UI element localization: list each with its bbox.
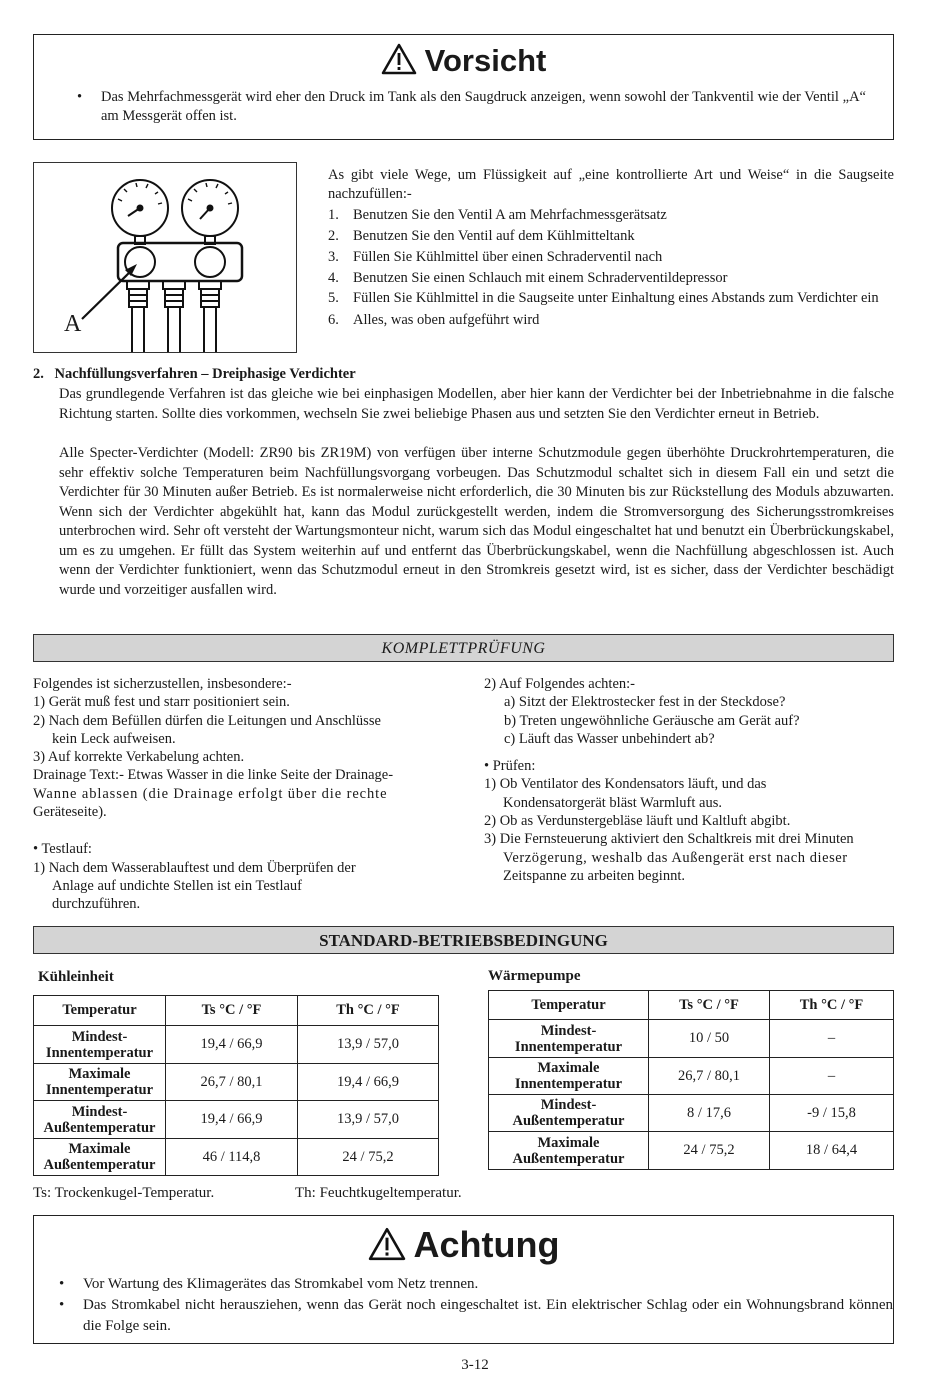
komplett-left-column [33,675,445,914]
table-row [34,1026,439,1064]
waerme-title: Wärmepumpe [488,968,581,984]
cell-th: – [770,1020,894,1058]
bullet: • [59,1276,65,1292]
kuehl-title: Kühleinheit [38,969,114,985]
refill-intro: As gibt viele Wege, um Flüssigkeit auf „eine kontrollierte Art und Weise“ in die Saugseite nachzufüllen:- [328,167,894,202]
section2-heading [33,365,356,384]
bullet: • [77,89,83,105]
vorsicht-title: Vorsicht [424,43,547,78]
column-header: Th °C / °F [770,991,894,1020]
row-label: Maximale Außentemperatur [34,1139,166,1176]
list-item: 2) Auf Folgendes achten:- [484,676,636,692]
row-label: Mindest- Innentemperatur [34,1026,166,1064]
list-item: Zeitspanne zu arbeiten beginnt. [503,867,685,884]
list-item: kein Leck aufweisen. [52,730,176,747]
list-item: b) Treten ungewöhnliche Geräusche am Gerät auf? [504,712,800,729]
komplett-title: KOMPLETTPRÜFUNG [381,640,546,657]
column-header: Th °C / °F [298,996,439,1026]
table-row [489,1058,894,1095]
list-item: 4. Benutzen Sie einen Schlauch mit einem Schraderventildepressor [328,270,728,286]
achtung-box [33,1215,894,1344]
column-header: Ts °C / °F [166,996,298,1026]
cell-th: 24 / 75,2 [298,1139,439,1176]
page-number: 3-12 [461,1357,489,1373]
list-item: Anlage auf undichte Stellen ist ein Testlauf [52,877,302,894]
row-label: Mindest- Innentemperatur [489,1020,649,1058]
vorsicht-item-text: Das Mehrfachmessgerät wird eher den Druck im Tank als den Saugdruck anzeigen, wenn sowohl der Tankventil wie der Ventil „A“ am Messgerät offen ist. [101,89,866,124]
list-item: Wanne ablassen (die Drainage erfolgt über die rechte [33,785,388,802]
list-item: 3) Auf korrekte Verkabelung achten. [33,749,245,766]
list-item: • Prüfen: [484,758,536,775]
row-label: Maximale Außentemperatur [489,1132,649,1170]
achtung-item-text: Das Stromkabel nicht herausziehen, wenn das Gerät noch eingeschaltet ist. Ein elektrischer Schlag oder ein Wohnungsbrand können die Folge sein. [83,1297,893,1334]
standard-title: STANDARD-BETRIEBSBEDINGUNG [319,931,608,950]
list-item: 2) Ob as Verdunstergebläse läuft und Kaltluft abgibt. [484,813,791,830]
section2-number: 2. [33,366,44,382]
cell-ts: 19,4 / 66,9 [166,1026,298,1064]
list-item: durchzuführen. [52,896,141,913]
cell-ts: 26,7 / 80,1 [166,1064,298,1101]
cell-ts: 8 / 17,6 [649,1095,770,1132]
komplett-section-header [33,634,894,662]
row-label: Maximale Innentemperatur [34,1064,166,1101]
list-item: 2) Nach dem Befüllen dürfen die Leitungen und Anschlüsse [33,712,381,729]
cell-th: 13,9 / 57,0 [298,1026,439,1064]
manifold-figure [33,162,297,353]
bullet: • [59,1297,65,1313]
cell-ts: 19,4 / 66,9 [166,1101,298,1139]
cell-ts: 10 / 50 [649,1020,770,1058]
cell-th: 19,4 / 66,9 [298,1064,439,1101]
table-row [34,1139,439,1176]
refill-list [328,205,894,331]
section2-paragraph-2: Alle Specter-Verdichter (Modell: ZR90 bis ZR19M) von verfügen über interne Schutzmodule gegen überhöhte Druckrohrtemperaturen, die sehr effektiv solche Temperaturen beim Nachfüllungsvorgang vorbeugen. Das Schutzmodul schaltet sich in diesem Fall ein und setzt die Verdichter für 30 Minuten außer Betrieb. Es ist normalerweise nicht erforderlich, die 30 Minuten bis zur Rückstellung des Moduls abzuwarten. Wenn sich der Verdichter abgekühlt hat, kann das Modul zurückgestellt werden, indem die Stromversorgung des Sicherungsstromkreises unterbrochen wird. Sehr oft versteht der Wartungsmonteur nicht, warum sich das Modul eingeschaltet hat und benutzt ein Überbrückungskabel, um es zu umgehen. Er füllt das System weiterhin auf und entfernt das Überbrückungskabel, wenn die Nachfüllung abgeschlossen ist. Auch wenn der Verdichter funktioniert, wenn das Schutzmodul erneut in den Stromkreis gesetzt wird, ist es sicher, dass der Verdichter beschädigt wurde und vorzeitiger ausfallen wird. [59,445,894,598]
warning-triangle-icon [368,1227,406,1261]
table-row [34,1064,439,1101]
column-header: Ts °C / °F [649,991,770,1020]
table-row [489,1020,894,1058]
standard-section-header [33,926,894,954]
cell-ts: 26,7 / 80,1 [649,1058,770,1095]
table-row [489,1095,894,1132]
section2-paragraph-1: Das grundlegende Verfahren ist das gleiche wie bei einphasigen Modellen, aber hier kann der Verdichter bei der Inbetriebnahme in die falsche Richtung starten. Sollte dies vorkommen, wechseln Sie zwei beliebige Phasen aus und setzten Sie den Verdichter erneut in Betrieb. [59,386,894,422]
achtung-item-text: Vor Wartung des Klimagerätes das Stromkabel vom Netz trennen. [83,1276,479,1292]
cell-ts: 24 / 75,2 [649,1132,770,1170]
row-label: Mindest- Außentemperatur [489,1095,649,1132]
section2-title: Nachfüllungsverfahren – Dreiphasige Verdichter [54,366,356,382]
column-header: Temperatur [489,991,649,1020]
vorsicht-heading [34,41,893,81]
column-header: Temperatur [34,996,166,1026]
list-item: Folgendes ist sicherzustellen, insbesondere:- [33,676,292,692]
list-item: 6. Alles, was oben aufgeführt wird [328,312,540,328]
cell-th: 18 / 64,4 [770,1132,894,1170]
figure-label: A [64,311,82,337]
list-item: Verzögerung, weshalb das Außengerät erst nach dieser [503,849,848,866]
row-label: Mindest- Außentemperatur [34,1101,166,1139]
achtung-heading [34,1222,893,1268]
waerme-table [488,990,894,1170]
list-item: 1. Benutzen Sie den Ventil A am Mehrfachmessgerätsatz [328,207,667,223]
vorsicht-box [33,34,894,140]
table-header-row [489,991,894,1020]
cell-th: 13,9 / 57,0 [298,1101,439,1139]
cell-th: -9 / 15,8 [770,1095,894,1132]
note-ts: Ts: Trockenkugel-Temperatur. [33,1185,215,1201]
list-item: Drainage Text:- Etwas Wasser in die linke Seite der Drainage- [33,767,394,784]
table-row [34,1101,439,1139]
note-th: Th: Feuchtkugeltemperatur. [295,1185,462,1201]
list-item: 5. Füllen Sie Kühlmittel in die Saugseite unter Einhaltung eines Abstands zum Verdichter ein [328,290,879,306]
list-item: a) Sitzt der Elektrostecker fest in der Steckdose? [504,694,786,711]
list-item: 3) Die Fernsteuerung aktiviert den Schaltkreis mit drei Minuten [484,831,854,848]
komplett-right-column [484,675,894,885]
list-item: 1) Nach dem Wasserablauftest und dem Überprüfen der [33,859,356,876]
list-item: Geräteseite). [33,804,107,821]
table-header-row [34,996,439,1026]
table-row [489,1132,894,1170]
kuehl-table [33,995,439,1176]
list-item: 1) Gerät muß fest und starr positioniert sein. [33,694,290,711]
warning-triangle-icon [381,43,417,75]
list-item: c) Läuft das Wasser unbehindert ab? [504,730,715,747]
list-item: 1) Ob Ventilator des Kondensators läuft, und das [484,776,767,793]
row-label: Maximale Innentemperatur [489,1058,649,1095]
list-item: 2. Benutzen Sie den Ventil auf dem Kühlmitteltank [328,228,635,244]
list-item: Kondensatorgerät bläst Warmluft aus. [503,794,722,811]
cell-th: – [770,1058,894,1095]
list-item: 3. Füllen Sie Kühlmittel über einen Schraderventil nach [328,249,663,265]
list-item: • Testlauf: [33,841,92,858]
cell-ts: 46 / 114,8 [166,1139,298,1176]
achtung-title: Achtung [413,1224,560,1265]
